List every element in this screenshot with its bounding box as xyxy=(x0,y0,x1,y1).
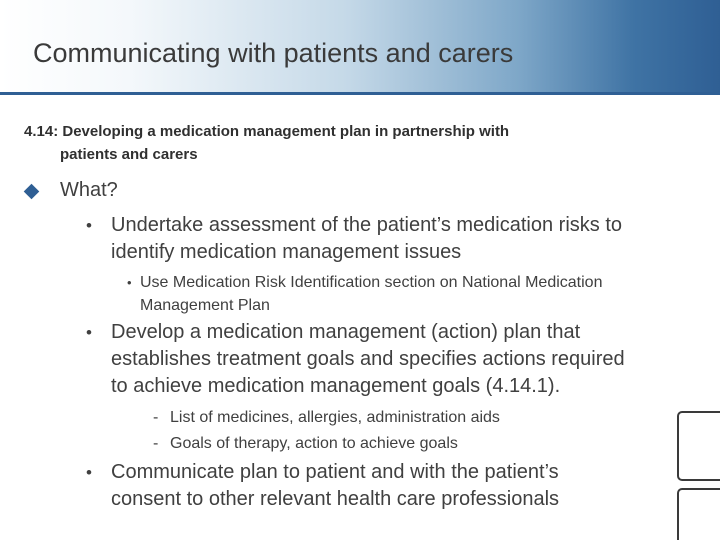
slide-title: Communicating with patients and carers xyxy=(33,38,514,68)
title-divider xyxy=(0,92,720,95)
bullet-icon: • xyxy=(86,463,92,482)
bullet-icon: • xyxy=(86,323,92,342)
decorative-frame xyxy=(677,411,720,481)
list-item xyxy=(86,212,686,266)
bullet-icon: • xyxy=(86,216,92,235)
decorative-frame xyxy=(677,488,720,540)
sub-list-item-line: Management Plan xyxy=(140,297,270,314)
sub-list-item-line: Goals of therapy, action to achieve goals xyxy=(170,435,458,452)
sub-list-item xyxy=(153,405,573,431)
sub-list-item-line: Use Medication Risk Identification section on National Medication xyxy=(140,274,603,291)
section-heading-line-2: patients and carers xyxy=(60,146,198,163)
list-item-line: identify medication management issues xyxy=(111,241,462,263)
list-item-line: establishes treatment goals and specifies actions required xyxy=(111,348,625,370)
sub-list-item xyxy=(127,271,687,317)
list-item xyxy=(86,459,686,513)
dash-icon: - xyxy=(153,435,159,452)
section-heading xyxy=(24,120,664,166)
sub-list-item xyxy=(153,431,573,457)
list-item-line: consent to other relevant health care professionals xyxy=(111,488,560,510)
main-bullet-text: What? xyxy=(60,179,118,201)
list-item-line: Communicate plan to patient and with the patient’s xyxy=(111,461,559,483)
dash-icon: - xyxy=(153,409,159,426)
list-item-line: to achieve medication management goals (4.14.1). xyxy=(111,375,561,397)
bullet-icon: • xyxy=(127,275,132,290)
diamond-bullet-icon xyxy=(24,184,40,200)
list-item-line: Develop a medication management (action) plan that xyxy=(111,321,581,343)
list-item xyxy=(86,319,686,400)
sub-list-item-line: List of medicines, allergies, administration aids xyxy=(170,409,500,426)
list-item-line: Undertake assessment of the patient’s medication risks to xyxy=(111,214,622,236)
section-heading-line-1: 4.14: Developing a medication management plan in partnership with xyxy=(24,123,510,140)
